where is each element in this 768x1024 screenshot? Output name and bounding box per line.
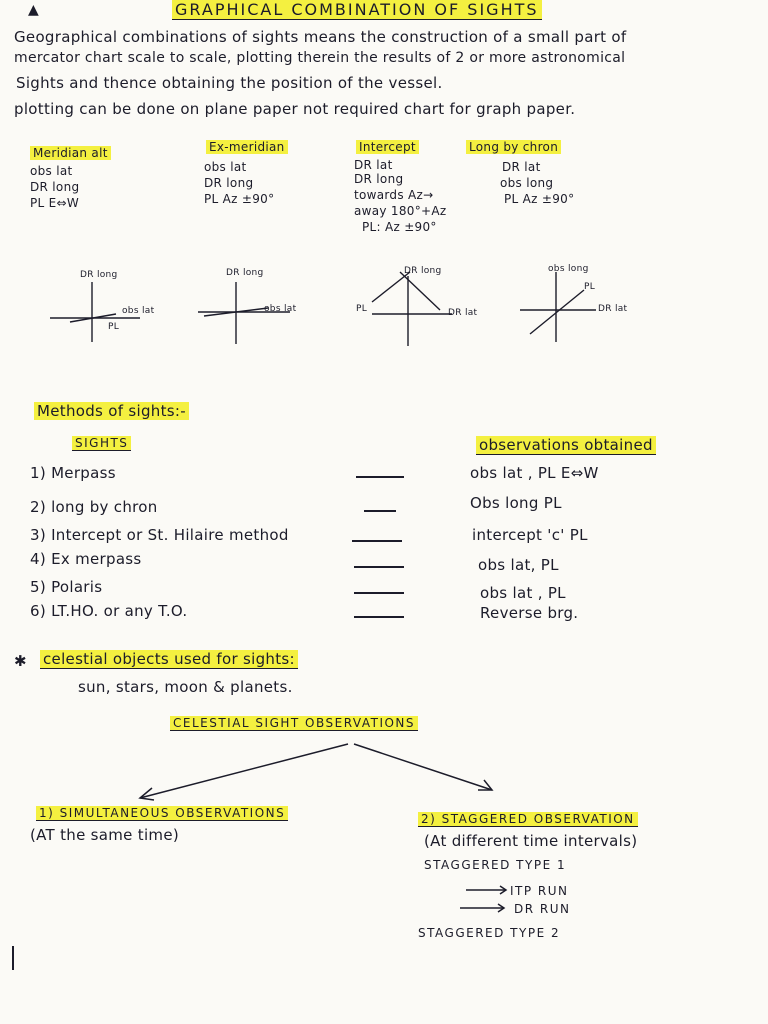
- column-line: DR lat: [502, 160, 541, 174]
- diagram-1-bottom-label: PL: [108, 322, 120, 332]
- staggered-observation-title: 2) STAGGERED OBSERVATION: [418, 812, 638, 827]
- margin-mark: [12, 946, 14, 970]
- method-obs: intercept 'c' PL: [472, 526, 588, 544]
- column-line: PL Az ±90°: [204, 192, 275, 206]
- simultaneous-observations-sub: (AT the same time): [30, 826, 180, 844]
- column-line: towards Az→: [354, 188, 434, 202]
- column-line: DR long: [204, 176, 254, 190]
- method-obs: Obs long PL: [470, 494, 562, 512]
- methods-heading: Methods of sights:-: [34, 402, 189, 420]
- column-line: PL: Az ±90°: [362, 220, 437, 234]
- intro-line-4: plotting can be done on plane paper not required chart for graph paper.: [14, 100, 576, 118]
- column-heading-meridian-alt: Meridian alt: [30, 146, 111, 160]
- itp-run: ITP RUN: [510, 884, 569, 898]
- intro-line-2: mercator chart scale to scale, plotting therein the results of 2 or more astronomical: [14, 50, 626, 66]
- column-line: PL E⇔W: [30, 196, 80, 210]
- column-line: DR lat: [354, 158, 393, 172]
- method-sight: 2) long by chron: [30, 498, 158, 516]
- staggered-observation-sub: (At different time intervals): [424, 832, 638, 850]
- arrow-right-head: [478, 780, 492, 790]
- method-obs: obs lat , PL: [480, 584, 566, 602]
- celestial-objects-heading: celestial objects used for sights:: [40, 650, 298, 669]
- column-line: DR long: [30, 180, 80, 194]
- diagram-3-right-label: DR lat: [448, 308, 478, 318]
- method-sight: 4) Ex merpass: [30, 550, 142, 568]
- diagram-4-arrow-label: PL: [584, 282, 596, 292]
- intro-line-3: Sights and thence obtaining the position of the vessel.: [16, 74, 443, 92]
- column-line: obs long: [500, 176, 554, 190]
- page-title: GRAPHICAL COMBINATION OF SIGHTS: [172, 0, 542, 20]
- staggered-type-1: STAGGERED TYPE 1: [424, 858, 567, 872]
- column-line: away 180°+Az: [354, 204, 447, 218]
- dr-run: DR RUN: [514, 902, 571, 916]
- method-obs: obs lat, PL: [478, 556, 559, 574]
- method-obs: Reverse brg.: [480, 604, 579, 622]
- column-line: obs lat: [204, 160, 247, 174]
- celestial-objects-line: sun, stars, moon & planets.: [78, 678, 293, 696]
- method-sight: 5) Polaris: [30, 578, 103, 596]
- method-sight: 6) LT.HO. or any T.O.: [30, 602, 188, 620]
- method-obs: obs lat , PL E⇔W: [470, 464, 599, 482]
- diagram-4-right-label: DR lat: [598, 304, 628, 314]
- diagram-3-left-label: PL: [356, 304, 368, 314]
- arrow-left-line: [140, 744, 348, 798]
- column-line: PL Az ±90°: [504, 192, 575, 206]
- column-heading-long-by-chron: Long by chron: [466, 140, 561, 154]
- diagram-2-right-label: obs lat: [264, 304, 297, 314]
- diagram-1-top-label: DR long: [80, 270, 118, 280]
- simultaneous-observations-title: 1) SIMULTANEOUS OBSERVATIONS: [36, 806, 288, 821]
- diagram-2-top-label: DR long: [226, 268, 264, 278]
- column-line: DR long: [354, 172, 404, 186]
- star-bullet-icon: ✱: [14, 652, 27, 670]
- sights-column-heading: SIGHTS: [72, 436, 131, 451]
- diagram-1-right-label: obs lat: [122, 306, 155, 316]
- sight-observations-heading: CELESTIAL SIGHT OBSERVATIONS: [170, 716, 418, 731]
- arrow-left-head: [140, 788, 154, 800]
- column-heading-intercept: Intercept: [356, 140, 419, 154]
- column-line: obs lat: [30, 164, 73, 178]
- observations-column-heading: observations obtained: [476, 436, 656, 455]
- intro-line-1: Geographical combinations of sights means the construction of a small part of: [14, 28, 627, 46]
- method-sight: 3) Intercept or St. Hilaire method: [30, 526, 289, 544]
- diagram-3-top-label: DR long: [404, 266, 442, 276]
- margin-arrow-icon: ▲: [28, 2, 40, 18]
- diagram-4-top-label: obs long: [548, 264, 589, 274]
- arrow-right-line: [354, 744, 492, 790]
- column-heading-ex-meridian: Ex-meridian: [206, 140, 288, 154]
- staggered-type-2: STAGGERED TYPE 2: [418, 926, 561, 940]
- method-sight: 1) Merpass: [30, 464, 116, 482]
